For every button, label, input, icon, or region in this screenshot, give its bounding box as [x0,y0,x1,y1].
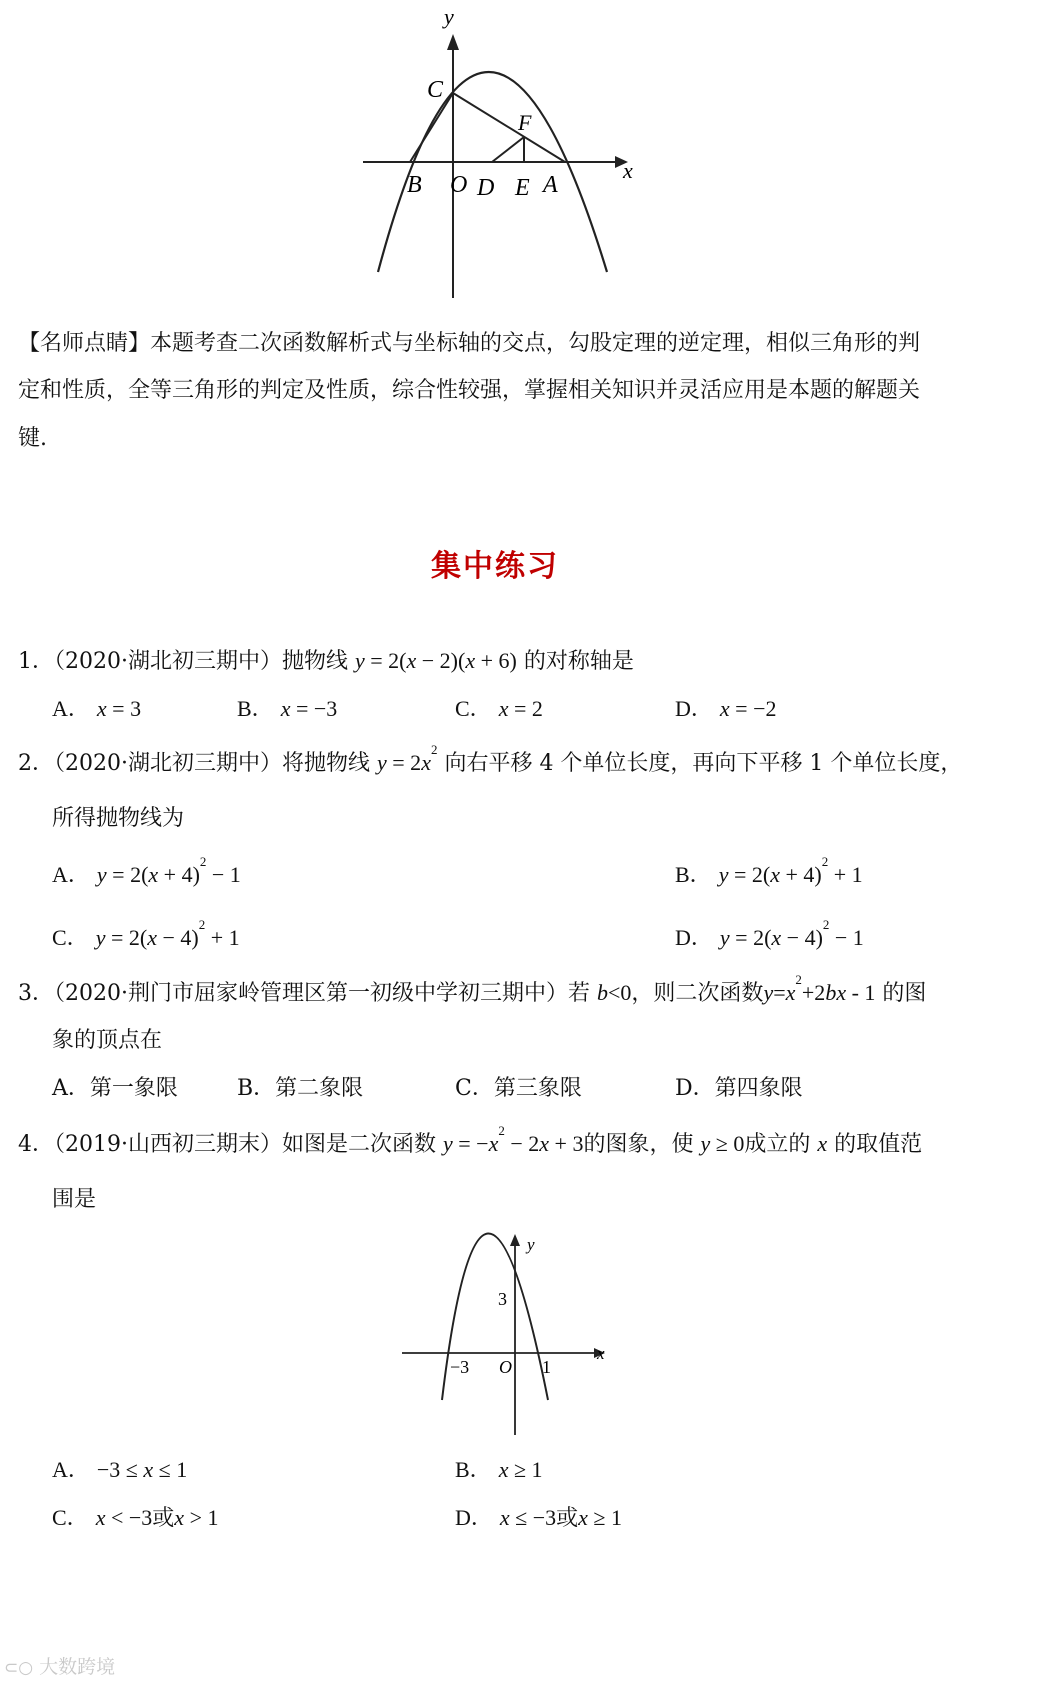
label-D: D [477,175,495,201]
question-3-stem [18,972,927,1006]
q2-stem-a: 将抛物线 [281,751,370,776]
question-1-stem [18,650,634,673]
q1-option-c[interactable]: C． x = 2 [455,696,543,721]
q3-number: 3． [18,981,54,1006]
q3-option-c[interactable]: C．第三象限 [455,1076,582,1101]
q4-option-a[interactable]: A． −3 ≤ x ≤ 1 [52,1457,188,1482]
q3-stem-a: 若 [567,981,590,1006]
q3-stem-line-2: 象的顶点在 [52,1028,163,1053]
label-1: 1 [542,1357,551,1377]
segment-DF [492,137,524,162]
tip-line-2: 定和性质，全等三角形的判定及性质，综合性较强，掌握相关知识并灵活应用是本题的解题关 [18,378,921,403]
watermark-logo-icon: ⊂○ [4,1658,34,1678]
q3-formula: $y=x^2+2bx - 1$ [763,972,876,1005]
label-C: C [427,77,444,103]
y-axis-arrow [510,1234,520,1246]
segment-CA [453,93,565,162]
q2-formula: $y = 2x^2$ [377,742,438,775]
label-B: B [407,172,422,198]
q1-stem-a: 抛物线 [281,649,348,674]
label-F: F [518,110,532,135]
q2-number: 2． [18,751,54,776]
q4-stem-d: 的取值范 [834,1132,923,1157]
q3-condition: b<0 [597,980,632,1005]
q2-source: （2020·湖北初三期中） [54,751,282,776]
label-3: 3 [498,1289,507,1309]
q3-option-a[interactable]: A．第一象限 [52,1076,178,1101]
label-y: y [527,1235,535,1254]
q4-stem-c: 成立的 [744,1132,811,1157]
q2-option-b[interactable]: B． $y = 2(x + 4)^2 + 1$ [675,854,863,887]
q2-stem-b: 向右平移 4 个单位长度，再向下平移 1 个单位长度， [444,751,963,776]
label-E: E [515,175,530,201]
figure-parabola-q4 [400,1232,615,1437]
q4-option-b[interactable]: B． x ≥ 1 [455,1457,543,1482]
q4-condition: y ≥ 0 [700,1131,745,1156]
label-y: y [444,4,454,29]
q1-option-d[interactable]: D． x = −2 [675,696,777,721]
q3-option-d[interactable]: D．第四象限 [675,1076,803,1101]
tip-line-1: 【名师点睛】本题考查二次函数解析式与坐标轴的交点，勾股定理的逆定理，相似三角形的判 [18,331,921,356]
q4-source: （2019·山西初三期末） [54,1132,282,1157]
q4-stem-a: 如图是二次函数 [281,1132,436,1157]
figure-parabola-triangle [360,0,650,300]
label-x: x [623,158,633,183]
q1-stem-b: 的对称轴是 [523,649,634,674]
segment-BC [410,93,453,162]
q1-number: 1． [18,649,54,674]
label-O: O [499,1357,512,1377]
q2-option-c[interactable]: C． $y = 2(x - 4)^2 + 1$ [52,917,240,950]
q3-stem-c: 的图 [882,981,927,1006]
question-2-stem [18,742,963,776]
tip-line-3: 键. [18,426,47,451]
q3-source: （2020·荆门市屈家岭管理区第一初级中学初三期中） [54,981,568,1006]
q4-stem-b: 的图象，使 [583,1132,694,1157]
q4-stem-line-2: 围是 [52,1187,97,1212]
q3-stem-b: ，则二次函数 [631,981,764,1006]
q2-stem-line-2: 所得抛物线为 [52,806,185,831]
section-title: 集中练习 [431,549,559,584]
q1-option-b[interactable]: B． x = −3 [237,696,338,721]
q4-option-c[interactable]: C． x < −3或x > 1 [52,1505,219,1531]
q4-variable: x [817,1131,828,1156]
y-axis-arrow [447,34,459,50]
label-O: O [450,172,468,198]
q4-number: 4． [18,1132,54,1157]
label-x: x [597,1344,605,1363]
watermark [4,1652,115,1679]
q2-option-d[interactable]: D． $y = 2(x - 4)^2 - 1$ [675,917,864,950]
q1-formula: y = 2(x − 2)(x + 6) [355,648,517,673]
question-4-stem [18,1123,923,1157]
q4-option-d[interactable]: D． x ≤ −3或x ≥ 1 [455,1505,622,1531]
q4-formula: $y = -x^2 - 2x + 3$ [443,1123,584,1156]
q2-option-a[interactable]: A． $y = 2(x + 4)^2 - 1$ [52,854,241,887]
label-A: A [543,172,558,198]
q1-source: （2020·湖北初三期中） [54,649,282,674]
label-neg3: −3 [450,1357,470,1377]
q1-option-a[interactable]: A． x = 3 [52,696,142,721]
q3-option-b[interactable]: B．第二象限 [237,1076,364,1101]
watermark-text: 大数跨境 [39,1656,116,1678]
